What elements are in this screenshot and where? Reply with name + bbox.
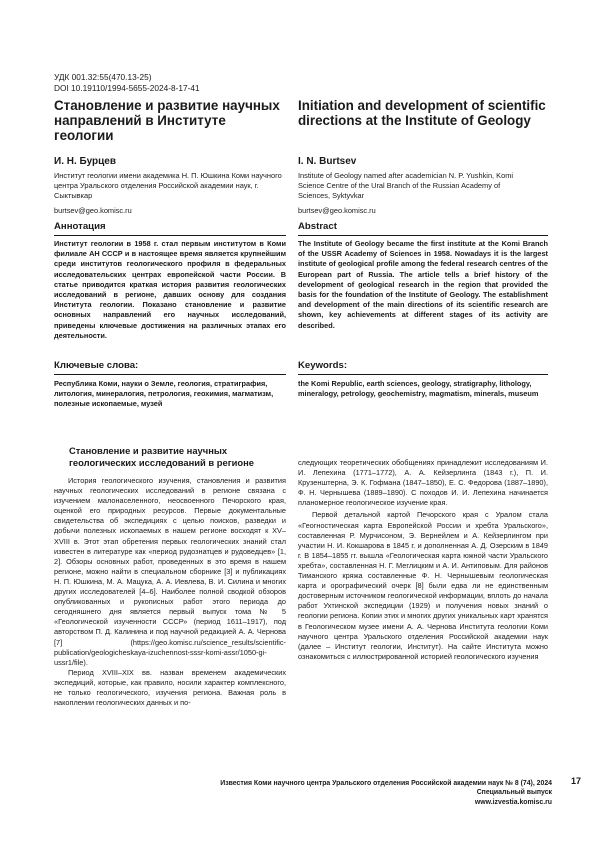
keywords-ru: Республика Коми, науки о Земле, геология, стратиграфия, литология, минералогия, петрология, геохимия, магматизм, полезные ископаемые, музей [54,379,274,409]
paragraph: следующих теоретических обобщениях принадлежит исследованиям И. И. Лепехина (1771–1772), А. А. Кейзерлинга (1843 г.), П. И. Крузенштерна, Э. К. Гофмана (1847–1850), Е. С. Федорова (1887–1890), Ф. Н. Чернышева (1889–1890). С походов И. И. Лепехина начинается планомерное геологическое изучение края. [298,458,548,508]
doi: DOI 10.19110/1994-5655-2024-8-17-41 [54,83,200,93]
udk-code: УДК 001.32:55(470.13-25) [54,72,152,82]
title-ru: Становление и развитие научных направлений в Институте геологии [54,98,280,143]
author-ru: И. Н. Бурцев [54,156,116,167]
author-en: I. N. Burtsev [298,156,357,167]
page-footer [160,779,552,807]
body-left-column [54,476,286,708]
divider [298,235,548,236]
body-right-column [298,458,548,662]
keywords-heading-en: Keywords: [298,360,348,371]
divider [298,374,548,375]
abstract-ru: Институт геологии в 1958 г. стал первым институтом в Коми филиале АН СССР и в настоящее время является крупнейшим среди институтов геологического профиля в федеральных исследовательских центрах европейской части России. В статье приводится краткая история развития геологических исследований в регионе, давших основу для создания Института геологии. Показано становление и развитие основных направлений его научных исследований, приведены ключевые достижения на различных этапах его деятельности. [54,239,286,340]
affiliation-ru: Институт геологии имени академика Н. П. Юшкина Коми научного центра Уральского отделения Российской академии наук, г. Сыктывкар [54,171,282,200]
affiliation-en: Institute of Geology named after academician N. P. Yushkin, Komi Science Centre of the Ural Branch of the Russian Academy of Sciences, Syktyvkar [298,171,513,200]
title-en: Initiation and development of scientific directions at the Institute of Geology [298,98,546,128]
keywords-heading-ru: Ключевые слова: [54,360,139,371]
paragraph: Период XVIII–XIX вв. назван временем академических экспедиций, которые, как правило, носили характер комплексного, не только геологического, изучения региона. Важная роль в накоплении геологических данных и по- [54,667,286,708]
journal-website[interactable]: www.izvestia.komisc.ru [474,798,552,806]
email-ru[interactable]: burtsev@geo.komisc.ru [54,206,132,215]
issue-label: Специальный выпуск [476,789,552,797]
email-en[interactable]: burtsev@geo.komisc.ru [298,206,376,215]
abstract-heading-ru: Аннотация [54,221,106,232]
journal-name: Известия Коми научного центра Уральского отделения Российской академии наук № 8 (74), 2024 [220,780,552,787]
paragraph: Первой детальной картой Печорского края с Уралом стала «Геогностическая карта Европейской России и хребта Уральского», составленная Р. Мурчисоном, Э. Вернейлем и А. Кейзерлингом при участии Н. И. Кокшарова в 1845 г. и дополненная А. Д. Озерским в 1849 г. В 1854–1855 гг. вышла «Геологическая карта южной части Уральского хребта», составленная Н. Г. Меглицким и А. И. Антиповым. Для районов Тиманского кряжа составленные Ф. Н. Чернышевым геологическая карта и орографический очерк [8] были едва ли не единственным достоверным источником геологической информации, вплоть до начала работ Ухтинской экспедиции (1929) и получения новых знаний о геологии региона. Копии этих и многих других уникальных карт хранятся в Геологическом музее имени А. А. Чернова Института геологии Коми научного центра Уральского отделения Российской академии наук (далее – Институт геологии, Институт). На сайте Института можно ознакомиться с иллюстрированной историей геологического изучения [298,510,548,661]
abstract-heading-en: Abstract [298,221,337,232]
divider [54,374,286,375]
page-number: 17 [571,776,582,786]
divider [54,235,286,236]
paragraph: История геологического изучения, становления и развития научных геологических исследований в регионе связана с изучением малонаселенного, неосвоенного Печорского края, оценкой его природных ресурсов. Первые документальные свидетельства об экспедициях с целью поисков, разведки и добычи полезных ископаемых в нашем регионе восходят к XV–XVIII в. Этот этап обретения первых геологических знаний стал известен в литературе как «период рудознатцев и рудоведцев» [1, 2]. Обзоры основных работ, проведенных в это время в нашем регионе, можно найти в специальном сборнике [3] и публикациях Н. П. Юшкина, М. А. Мацука, А. А. Иевлева, В. И. Силина и многих других исследователей [4–6]. Наиболее полной сводкой обзоров опубликованных и рукописных работ этого периода до сегодняшнего дня является первый выпуск тома № 5 «Геологической изученности СССР» (период 1611–1917), под авторством П. Д. Калинина и под научной редакцией А. А. Чернова [7] (https://geo.komisc.ru/science_results/scientific-publication/geologicheskaya-izuchennost-sssr-komi-assr/1050-gi-ussr1/file). [54,476,286,667]
keywords-en: the Komi Republic, earth sciences, geology, stratigraphy, lithology, mineralogy, petrology, geochemistry, magmatism, minerals, museum [298,379,539,399]
section-title: Становление и развитие научных геологических исследований в регионе [69,445,254,468]
abstract-en: The Institute of Geology became the first institute at the Komi Branch of the USSR Academy of Sciences in 1958. Nowadays it is the largest institute of geological profile among the federal research centres of the European part of Russia. The article tells a brief history of the development of geological research in the region that provided the basis for the foundation of the Institute of Geology. The establishment and development of the main directions of its scientific research are shown, key achievements at different stages of its activity are described. [298,239,548,330]
